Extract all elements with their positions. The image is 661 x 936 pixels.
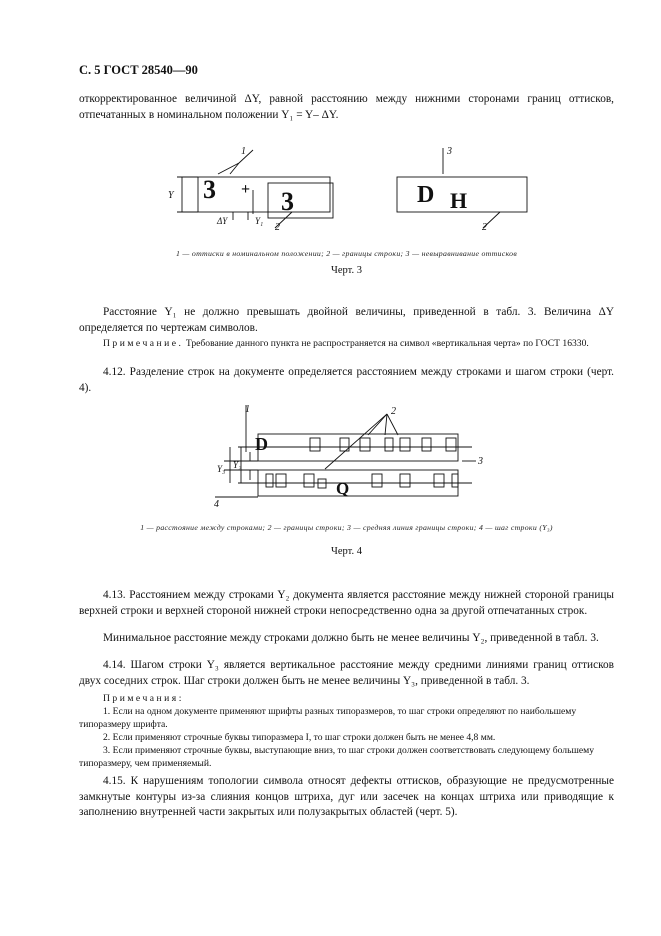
note-item: 1. Если на одном документе применяют шрифты разных типоразмеров, то шаг строки определяют по наибольшему типоразмеру шрифта. — [79, 706, 577, 730]
fig3-char-3b: 3 — [281, 187, 294, 216]
note-1-label: Примечание. — [103, 338, 184, 349]
fig3-char-plus: + — [241, 181, 251, 198]
fig3-label-1: 1 — [241, 146, 246, 157]
fig3-char-H: H — [450, 188, 468, 213]
page-header: С. 5 ГОСТ 28540—90 — [79, 63, 198, 77]
figure-3-title: Черт. 3 — [331, 265, 362, 276]
fig4-glyph-boxes — [266, 438, 458, 488]
fig3-char-D: D — [417, 182, 435, 208]
figure-3-drawing — [155, 140, 545, 240]
fig4-label-2: 2 — [391, 406, 396, 417]
fig4-label-4: 4 — [214, 499, 219, 510]
fig3-label-dy: ΔY — [217, 216, 228, 226]
fig3-label-3: 3 — [447, 146, 452, 157]
note-1-text: Требование данного пункта не распространяется на символ «вертикальная черта» по ГОСТ 16330. — [185, 338, 589, 349]
notes-2-label-text: Примечания: — [103, 693, 184, 704]
section-4-15: 4.15. К нарушениям топологии символа относят дефекты оттисков, образующие не предусмотренные замкнутые контуры из-за слияния концов штриха, дуг или засечек на концах штриха или приводящие к заполнению внутренней части закрытых или полузакрытых областей (черт. 5). — [79, 775, 614, 818]
fig4-label-y3: Y₃ — [217, 464, 226, 474]
figure-4-drawing — [210, 400, 500, 510]
notes-2-label — [103, 692, 184, 705]
note-item: 2. Если применяют строчные буквы типоразмера I, то шаг строки должен быть не менее 4,8 мм. — [103, 732, 496, 743]
fig3-label-y1: Y₁ — [255, 216, 264, 226]
section-4-14: 4.14. Шагом строки Y₃ является вертикальное расстояние между средними линиями границ оттисков двух соседних строк. Шаг строки должен быть не менее величины Y₃, приведенной в табл. 3. — [79, 659, 614, 687]
fig3-label-2b: 2 — [482, 222, 487, 233]
distance-paragraph: Расстояние Y₁ не должно превышать двойной величины, приведенной в табл. 3. Величина ΔY определяется по чертежам символов. — [79, 306, 614, 334]
min-distance-paragraph: Минимальное расстояние между строками должно быть не менее величины Y₂, приведенной в табл. 3. — [103, 632, 599, 644]
figure-4-caption: 1 — расстояние между строками; 2 — границы строки; 3 — средняя линия границы строки; 4 — шаг строки (Y₃) — [140, 523, 553, 532]
fig3-label-2: 2 — [275, 222, 280, 233]
notes-2-list — [79, 705, 614, 770]
note-1 — [79, 337, 614, 350]
section-4-12: 4.12. Разделение строк на документе определяется расстоянием между строками и шагом строки (черт. 4). — [79, 366, 614, 394]
fig4-char-D: D — [255, 434, 268, 454]
intro-paragraph: откорректированное величиной ΔY, равной расстоянию между нижними сторонами границ оттисков, отпечатанных в номинальном положении Y₁ = Y– ΔY. — [79, 93, 614, 121]
fig3-char-3a: 3 — [203, 175, 216, 204]
fig4-char-Q: Q — [336, 479, 350, 498]
fig3-line-border-shifted — [268, 183, 333, 218]
fig3-line-border-top — [198, 177, 330, 212]
fig4-label-1: 1 — [245, 404, 250, 415]
fig4-label-3: 3 — [478, 456, 483, 467]
section-4-13: 4.13. Расстоянием между строками Y₂ документа является расстояние между нижней стороной границы верхней строки и верхней стороной нижней строки непосредственно одна за другой отпечатанных строк. — [79, 589, 614, 617]
fig3-label-y: Y — [168, 190, 174, 201]
figure-4-title: Черт. 4 — [331, 546, 362, 557]
note-item: 3. Если применяют строчные буквы, выступающие вниз, то шаг строки должен соответствовать следующему большему типоразмеру, чем применяемый. — [79, 745, 594, 769]
fig4-label-y2: Y₂ — [233, 460, 242, 470]
figure-3-caption: 1 — оттиски в номинальном положении; 2 — границы строки; 3 — невыравнивание оттисков — [175, 249, 518, 258]
